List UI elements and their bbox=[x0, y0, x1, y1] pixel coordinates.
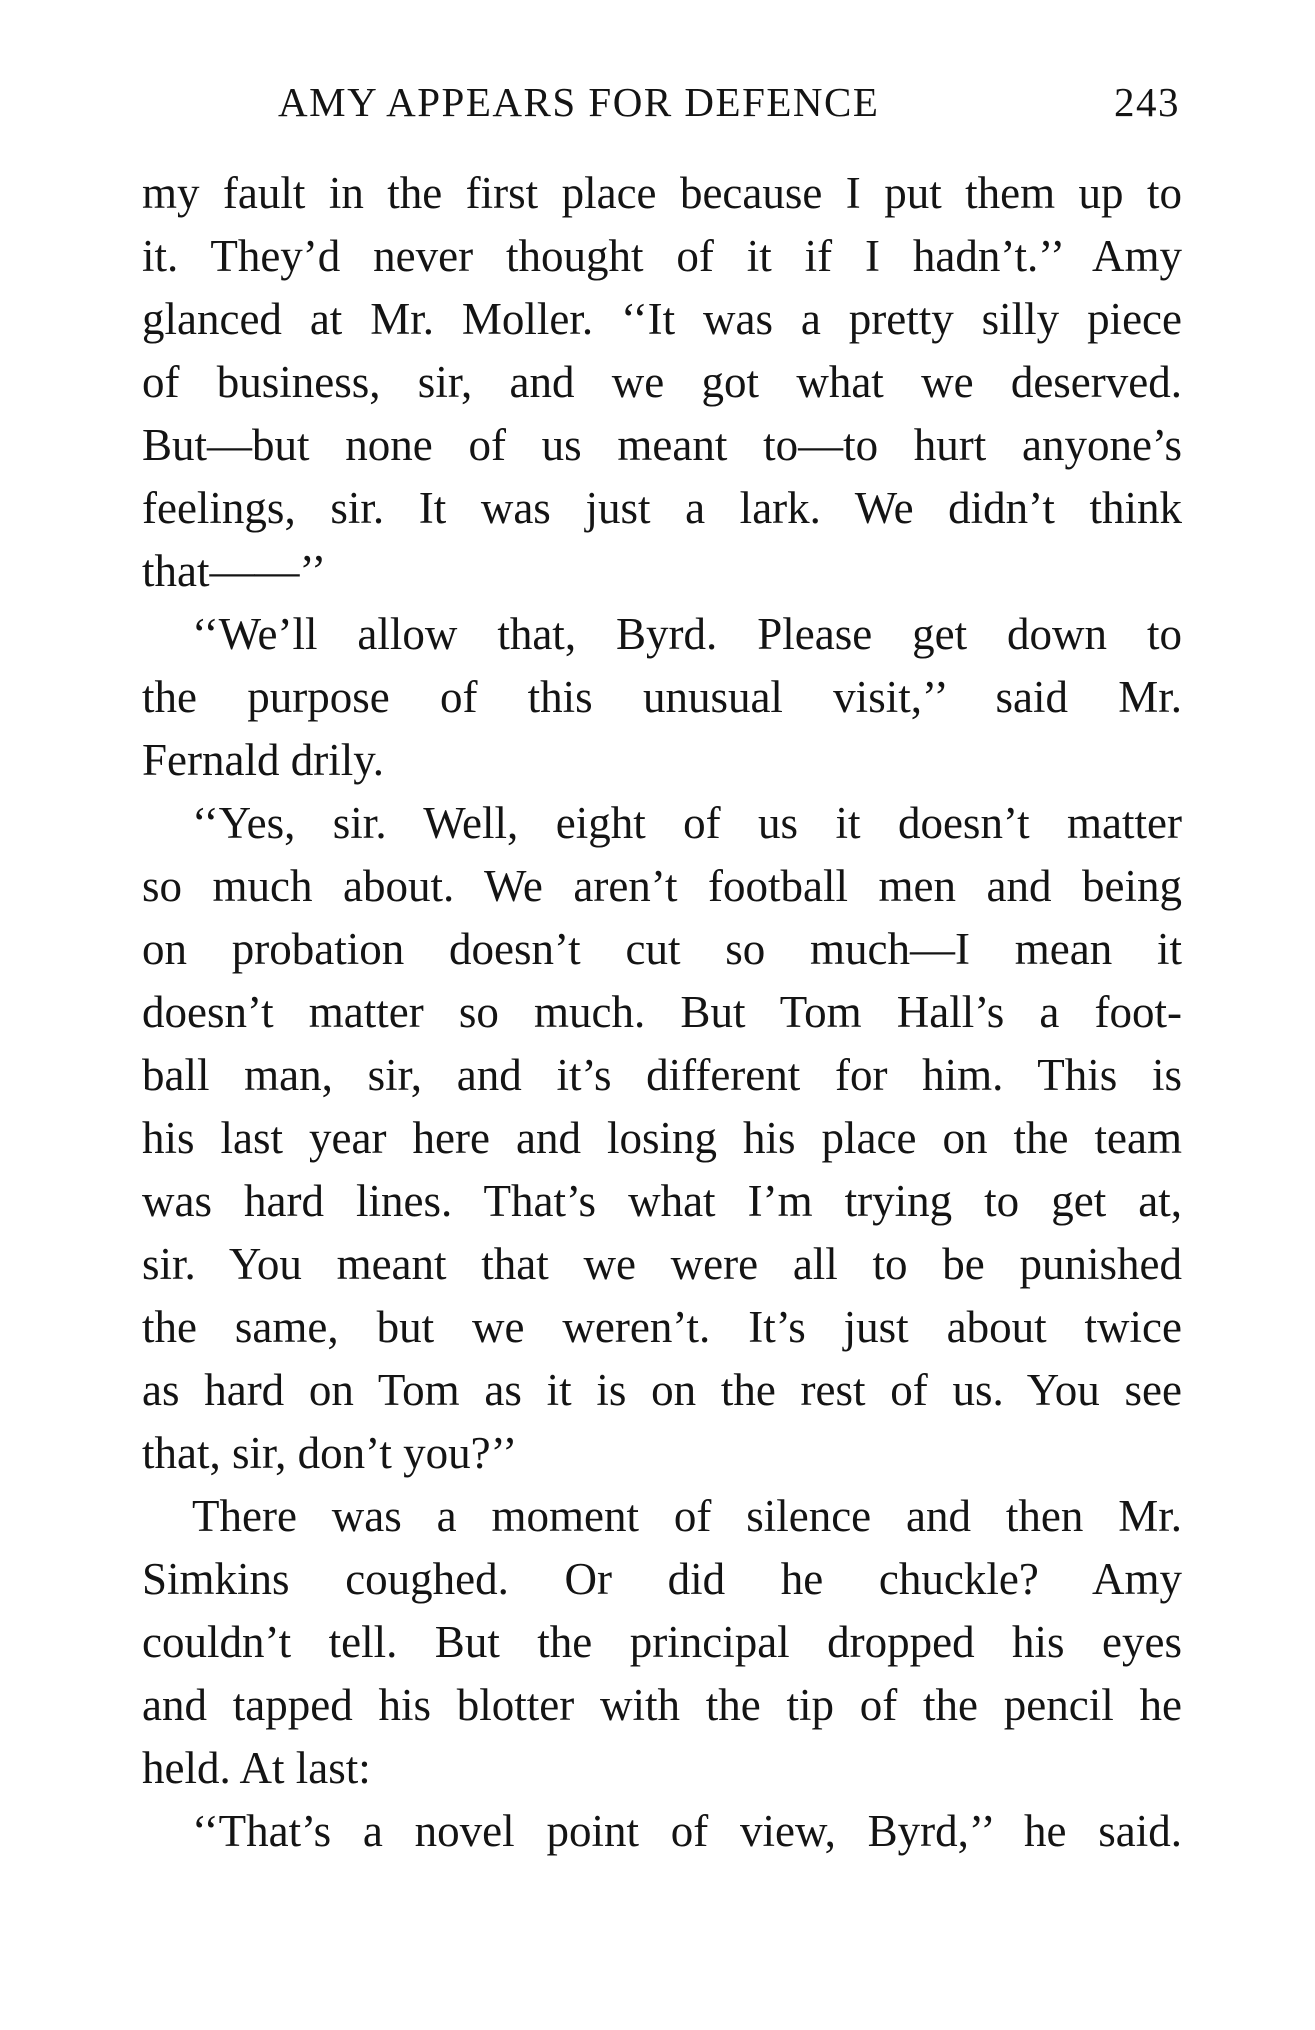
text-line: was hard lines. That’s what I’m trying to get at, bbox=[142, 1176, 1182, 1226]
text-line: There was a moment of silence and then Mr. bbox=[192, 1491, 1182, 1541]
text-line: and tapped his blotter with the tip of the pencil he bbox=[142, 1680, 1182, 1730]
text-line: held. At last: bbox=[142, 1743, 371, 1793]
text-line: doesn’t matter so much. But Tom Hall’s a foot- bbox=[142, 987, 1182, 1037]
text-line: his last year here and losing his place on the team bbox=[142, 1113, 1182, 1163]
text-line: Fernald drily. bbox=[142, 735, 385, 785]
text-line: But—but none of us meant to—to hurt anyone’s bbox=[142, 420, 1182, 470]
text-line: on probation doesn’t cut so much—I mean it bbox=[142, 924, 1182, 974]
text-line: feelings, sir. It was just a lark. We didn’t think bbox=[142, 483, 1182, 533]
text-line: it. They’d never thought of it if I hadn’t.’’ Amy bbox=[142, 231, 1182, 281]
text-line: the same, but we weren’t. It’s just about twice bbox=[142, 1302, 1182, 1352]
text-line: as hard on Tom as it is on the rest of us. You see bbox=[142, 1365, 1182, 1415]
text-line: couldn’t tell. But the principal dropped his eyes bbox=[142, 1617, 1182, 1667]
text-line: so much about. We aren’t football men and being bbox=[142, 861, 1182, 911]
text-line: the purpose of this unusual visit,’’ said Mr. bbox=[142, 672, 1182, 722]
text-line: Simkins coughed. Or did he chuckle? Amy bbox=[142, 1554, 1182, 1604]
text-line: my fault in the first place because I put them up to bbox=[142, 168, 1182, 218]
text-line: ‘‘Yes, sir. Well, eight of us it doesn’t matter bbox=[192, 798, 1182, 848]
text-line: sir. You meant that we were all to be punished bbox=[142, 1239, 1182, 1289]
text-line: glanced at Mr. Moller. ‘‘It was a pretty silly piece bbox=[142, 294, 1182, 344]
page-number: 243 bbox=[1114, 79, 1180, 125]
text-line: that——’’ bbox=[142, 546, 327, 596]
text-line: that, sir, don’t you?’’ bbox=[142, 1428, 518, 1478]
text-line: of business, sir, and we got what we deserved. bbox=[142, 357, 1182, 407]
running-title: AMY APPEARS FOR DEFENCE bbox=[278, 79, 880, 125]
text-line: ball man, sir, and it’s different for him. This is bbox=[142, 1050, 1182, 1100]
page-header bbox=[278, 72, 1178, 132]
text-line: ‘‘We’ll allow that, Byrd. Please get down to bbox=[192, 609, 1182, 659]
text-line: ‘‘That’s a novel point of view, Byrd,’’ he said. bbox=[192, 1806, 1182, 1856]
